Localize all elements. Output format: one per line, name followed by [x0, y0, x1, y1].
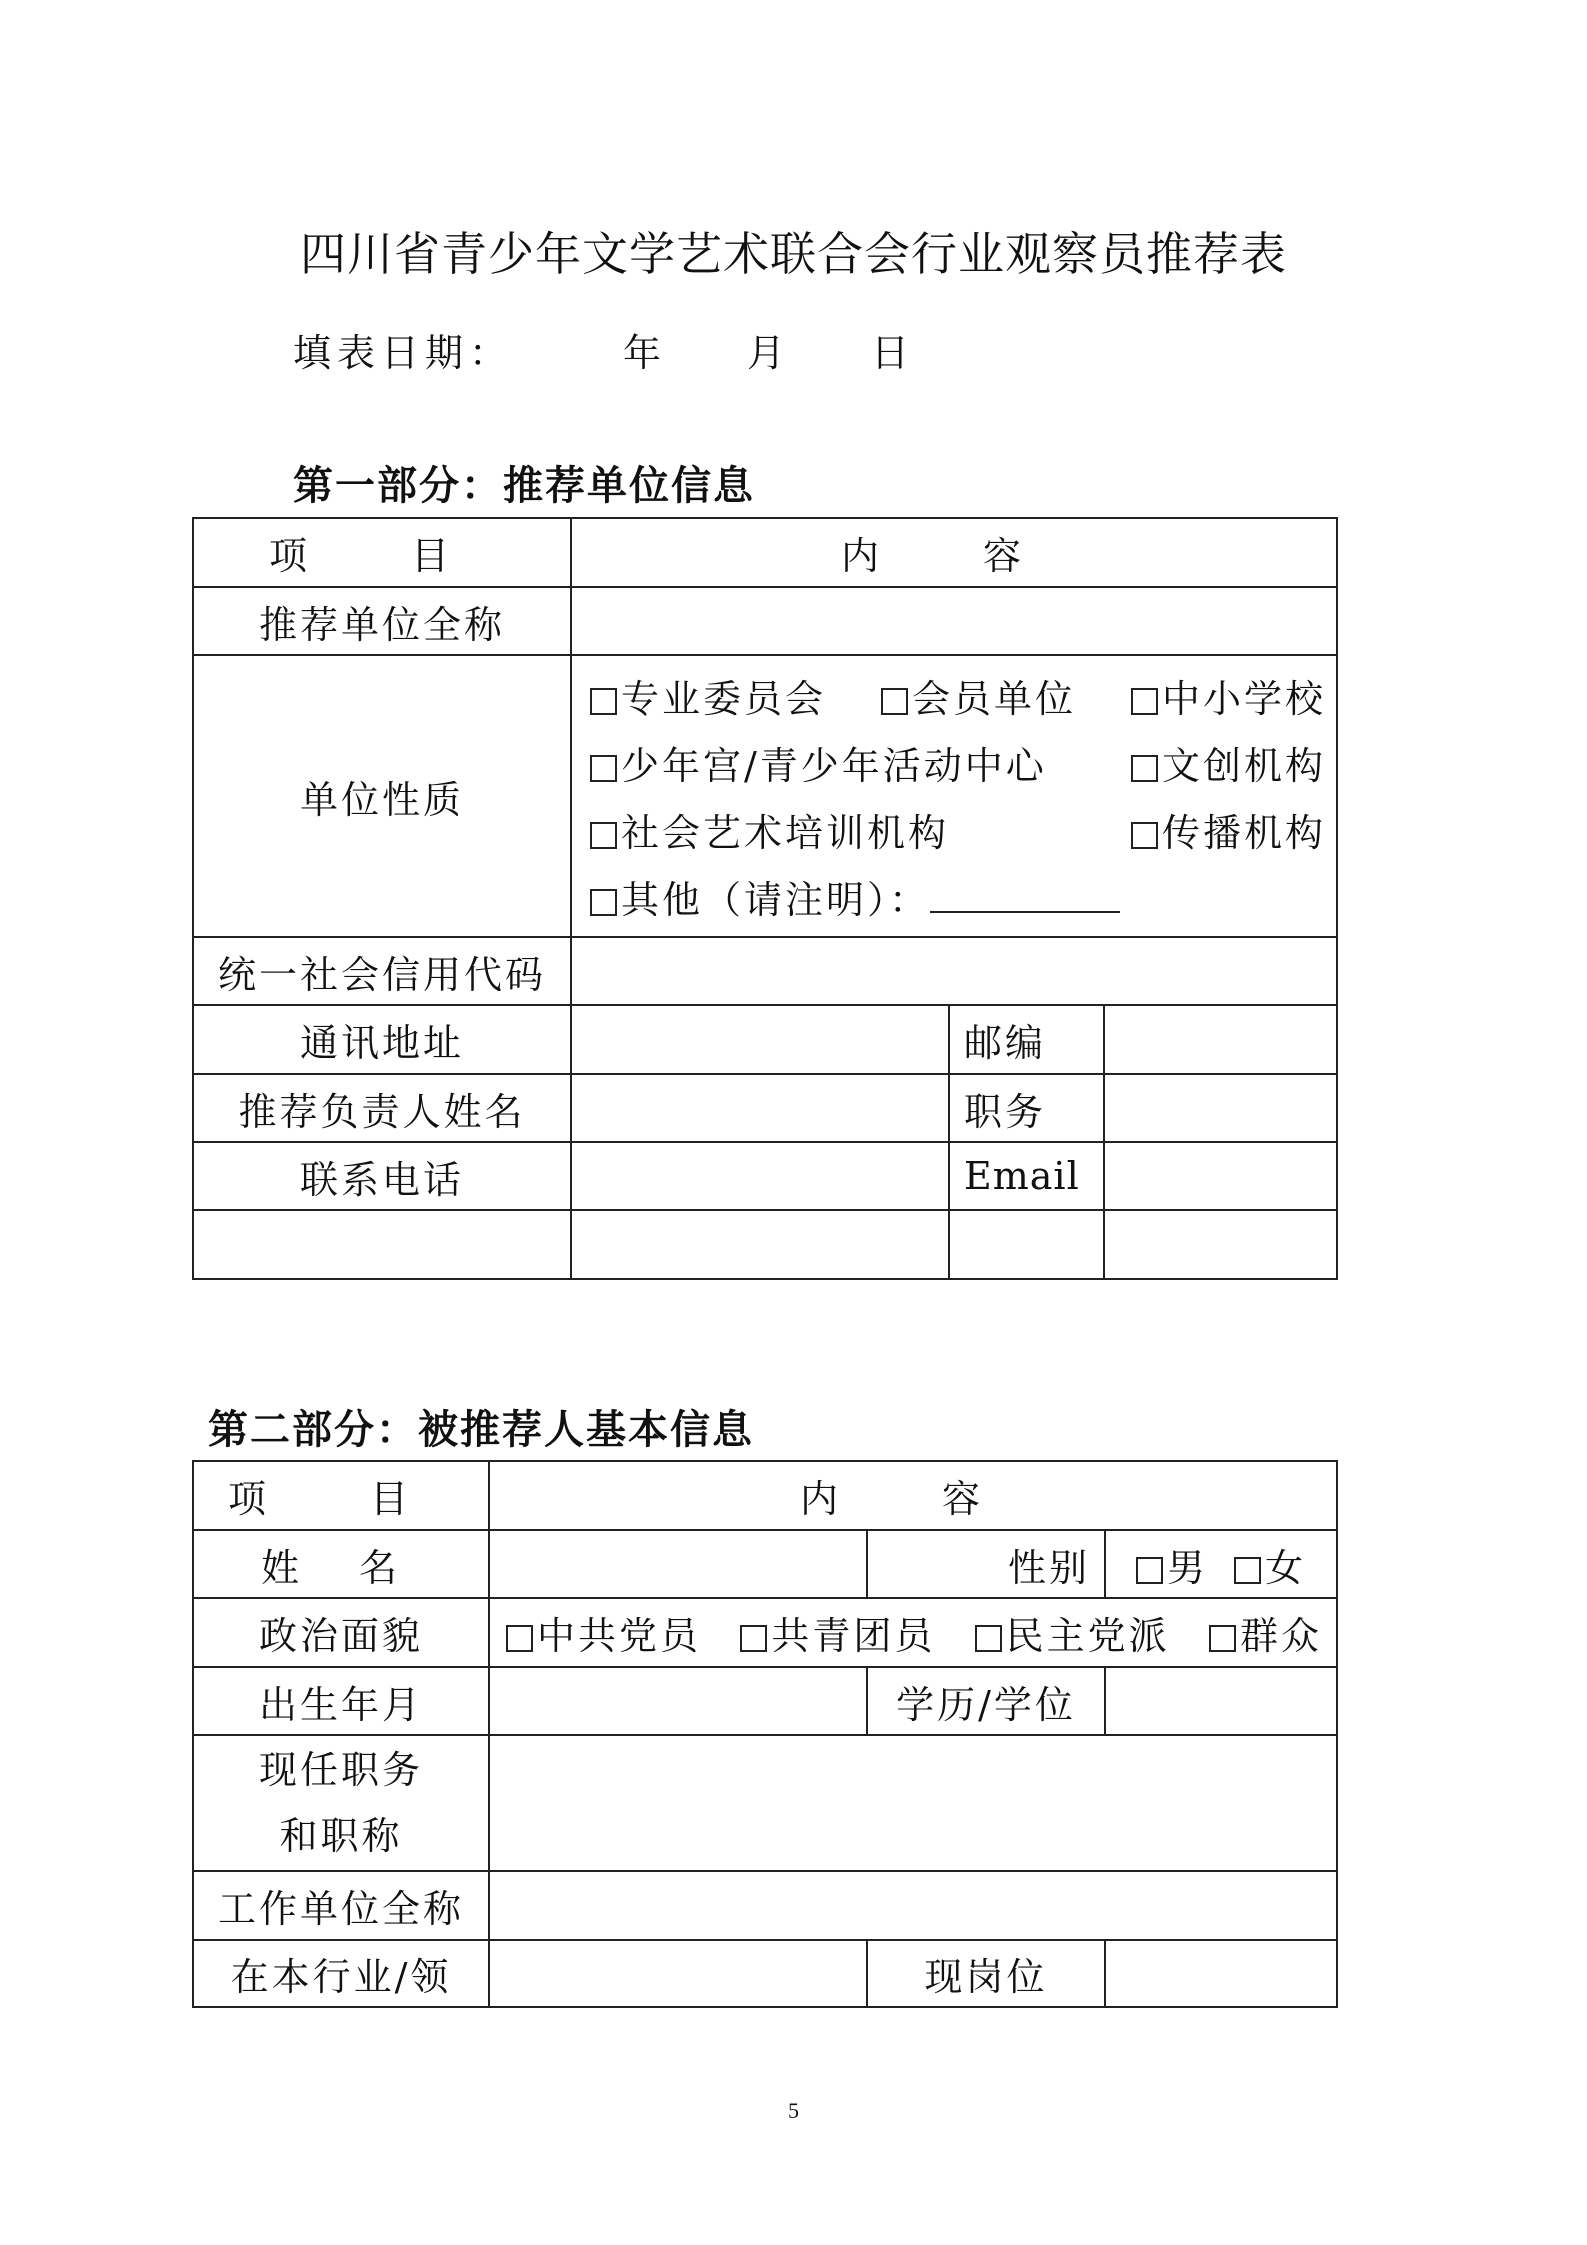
postcode-field[interactable]: [1104, 1005, 1337, 1074]
label-gender: 性别: [867, 1530, 1105, 1598]
part2-header-content-text: 内 容: [799, 1477, 1027, 1521]
checkbox-icon[interactable]: [590, 688, 617, 715]
option-label: 文创机构: [1161, 744, 1326, 788]
label-employer: 工作单位全称: [193, 1871, 489, 1940]
part2-row-title: [193, 1735, 1337, 1871]
option-label: 男: [1166, 1545, 1208, 1590]
option-other[interactable]: [590, 869, 930, 924]
blank-cell[interactable]: [1104, 1210, 1337, 1279]
nature-options-row-3: [590, 796, 1326, 863]
fill-date-line: [293, 322, 915, 377]
checkbox-icon[interactable]: [1209, 1625, 1236, 1652]
option-cpc-member[interactable]: [506, 1605, 701, 1660]
label-birth: 出生年月: [193, 1667, 489, 1735]
label-phone: 联系电话: [193, 1142, 571, 1210]
gender-options: [1105, 1530, 1337, 1598]
label-postcode: 邮编: [949, 1005, 1104, 1074]
education-field[interactable]: [1105, 1667, 1337, 1735]
checkbox-icon[interactable]: [590, 755, 617, 782]
email-field[interactable]: [1104, 1142, 1337, 1210]
part2-row-birth: [193, 1667, 1337, 1735]
label-name: [193, 1530, 489, 1598]
checkbox-icon[interactable]: [740, 1625, 767, 1652]
phone-field[interactable]: [571, 1142, 949, 1210]
label-name-text: 姓 名: [260, 1545, 422, 1590]
label-position: 职务: [949, 1074, 1104, 1142]
current-title-field[interactable]: [489, 1735, 1337, 1871]
option-label: 中共党员: [537, 1614, 702, 1658]
label-address: 通讯地址: [193, 1005, 571, 1074]
part1-row-address: [193, 1005, 1337, 1074]
part1-row-credit-code: [193, 937, 1337, 1005]
part2-heading: 第二部分：被推荐人基本信息: [208, 1406, 754, 1453]
contact-person-field[interactable]: [571, 1074, 949, 1142]
checkbox-icon[interactable]: [590, 822, 617, 849]
label-org-full-name: 推荐单位全称: [193, 587, 571, 655]
nature-options-row-2: [590, 729, 1326, 796]
label-credit-code: 统一社会信用代码: [193, 937, 571, 1005]
option-label: 女: [1265, 1545, 1307, 1590]
part1-header-item: [193, 518, 571, 587]
option-female[interactable]: [1234, 1537, 1306, 1592]
option-label: 民主党派: [1005, 1614, 1170, 1658]
label-education: 学历/学位: [867, 1667, 1105, 1735]
part1-header-content-text: 内 容: [840, 534, 1068, 578]
part2-header-item-text: 项 目: [227, 1477, 455, 1521]
checkbox-icon[interactable]: [590, 889, 617, 916]
part1-header-content: [571, 518, 1337, 587]
label-current-post: 现岗位: [867, 1940, 1105, 2007]
fill-date-year: 年: [623, 331, 668, 375]
nature-options-row-1: [590, 662, 1326, 729]
checkbox-icon[interactable]: [1131, 822, 1158, 849]
label-industry: 在本行业/领: [193, 1940, 489, 2007]
option-label: 群众: [1239, 1614, 1322, 1658]
checkbox-icon[interactable]: [1136, 1557, 1163, 1584]
part2-row-name: [193, 1530, 1337, 1598]
nature-options-row-4: [590, 863, 1326, 930]
fill-date-day: 日: [871, 331, 916, 375]
option-youth-palace[interactable]: [590, 735, 1047, 790]
option-member-unit[interactable]: [881, 668, 1076, 723]
part2-header-row: [193, 1461, 1337, 1530]
option-label: 少年宫/青少年活动中心: [621, 744, 1047, 788]
option-masses[interactable]: [1209, 1605, 1322, 1660]
option-label: 中小学校: [1161, 677, 1326, 721]
current-post-field[interactable]: [1105, 1940, 1337, 2007]
page-number: 5: [788, 2098, 799, 2123]
checkbox-icon[interactable]: [1131, 688, 1158, 715]
part1-row-nature: [193, 655, 1337, 937]
checkbox-icon[interactable]: [881, 688, 908, 715]
other-specify-blank[interactable]: [930, 881, 1120, 913]
employer-field[interactable]: [489, 1871, 1337, 1940]
part1-row-full-name: [193, 587, 1337, 655]
org-nature-options: [571, 655, 1337, 937]
option-cultural-creative[interactable]: [1131, 735, 1326, 790]
label-contact-person: 推荐负责人姓名: [193, 1074, 571, 1142]
fill-date-month: 月: [747, 331, 792, 375]
org-full-name-field[interactable]: [571, 587, 1337, 655]
option-professional-committee[interactable]: [590, 668, 826, 723]
part2-row-industry: [193, 1940, 1337, 2007]
label-current-title-line1: 现任职务: [258, 1748, 423, 1792]
part2-row-political: [193, 1598, 1337, 1667]
label-current-title: [193, 1735, 489, 1871]
blank-cell[interactable]: [571, 1210, 949, 1279]
part1-header-item-text: 项 目: [268, 534, 496, 578]
option-label: 专业委员会: [621, 677, 827, 721]
document-title: 四川省青少年文学艺术联合会行业观察员推荐表: [300, 227, 1287, 281]
option-media[interactable]: [1131, 802, 1326, 857]
option-school[interactable]: [1131, 668, 1326, 723]
option-art-training[interactable]: [590, 802, 949, 857]
label-email: Email: [949, 1142, 1104, 1210]
political-options: [489, 1598, 1337, 1667]
fill-date-label: 填表日期：: [293, 331, 514, 375]
checkbox-icon[interactable]: [506, 1625, 533, 1652]
position-field[interactable]: [1104, 1074, 1337, 1142]
industry-field[interactable]: [489, 1940, 867, 2007]
part2-row-employer: [193, 1871, 1337, 1940]
part2-header-item: [193, 1461, 489, 1530]
birth-field[interactable]: [489, 1667, 867, 1735]
checkbox-icon[interactable]: [975, 1625, 1002, 1652]
option-label: 共青团员: [771, 1614, 936, 1658]
option-democratic-party[interactable]: [975, 1605, 1170, 1660]
label-current-title-line2: 和职称: [279, 1814, 403, 1858]
part1-table: [192, 517, 1338, 1280]
part2-header-content: [489, 1461, 1337, 1530]
option-male[interactable]: [1136, 1537, 1208, 1592]
part1-header-row: [193, 518, 1337, 587]
part1-row-blank: [193, 1210, 1337, 1279]
part1-row-contact: [193, 1074, 1337, 1142]
option-label: 传播机构: [1161, 811, 1326, 855]
name-field[interactable]: [489, 1530, 867, 1598]
label-political-status: 政治面貌: [193, 1598, 489, 1667]
option-label: 社会艺术培训机构: [621, 811, 950, 855]
credit-code-field[interactable]: [571, 937, 1337, 1005]
option-label: 会员单位: [911, 677, 1076, 721]
part1-heading: 第一部分：推荐单位信息: [293, 462, 755, 509]
blank-cell[interactable]: [949, 1210, 1104, 1279]
checkbox-icon[interactable]: [1131, 755, 1158, 782]
address-field[interactable]: [571, 1005, 949, 1074]
part1-row-phone: [193, 1142, 1337, 1210]
label-org-nature: 单位性质: [193, 655, 571, 937]
option-league-member[interactable]: [740, 1605, 935, 1660]
checkbox-icon[interactable]: [1234, 1557, 1261, 1584]
blank-cell[interactable]: [193, 1210, 571, 1279]
part2-table: [192, 1460, 1338, 2008]
option-label: 其他（请注明）：: [621, 878, 931, 922]
